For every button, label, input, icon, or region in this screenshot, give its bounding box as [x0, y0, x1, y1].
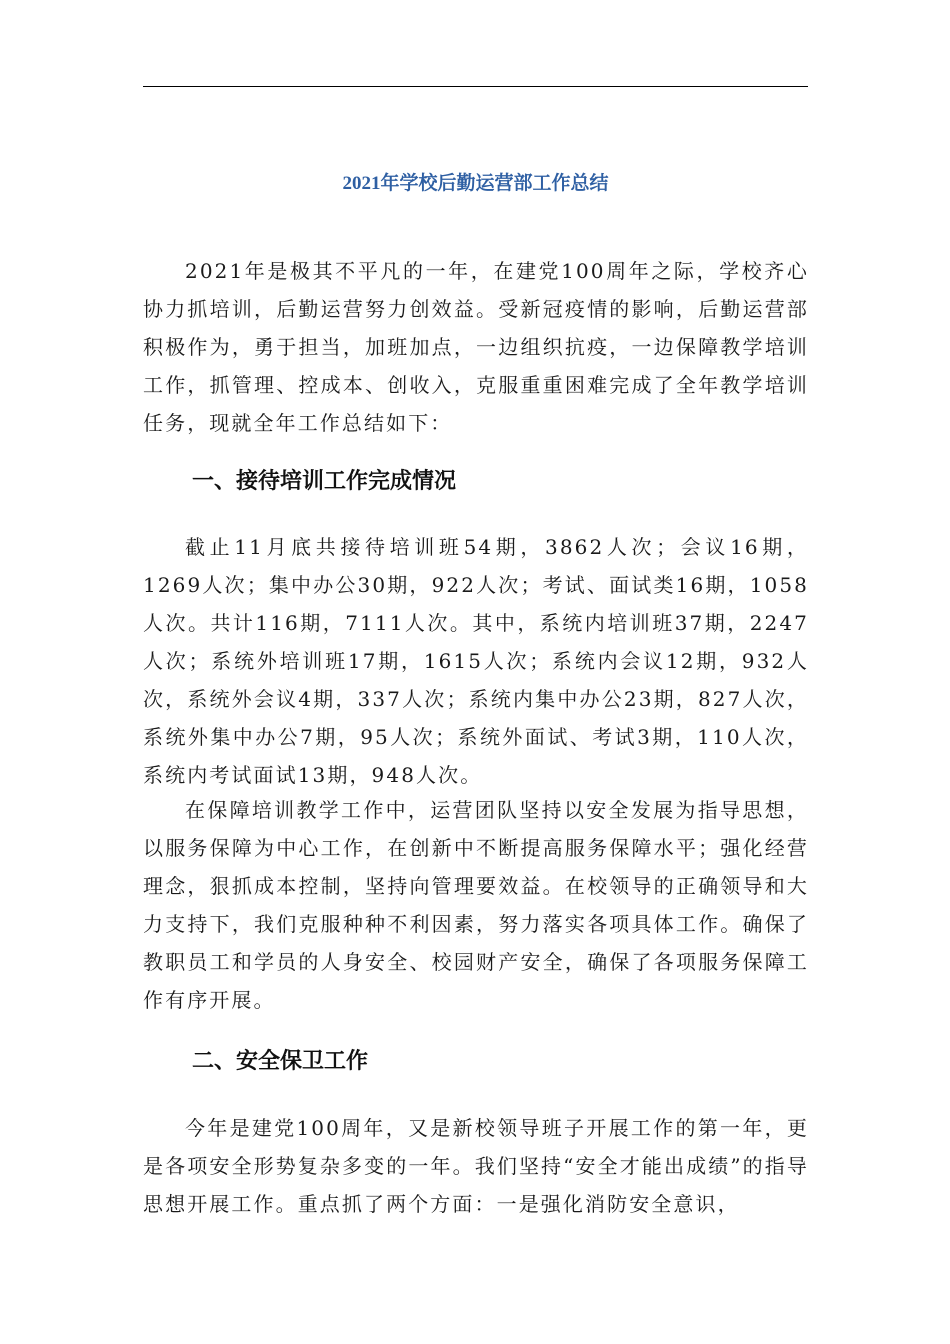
section2-paragraph-security: 今年是建党100周年，又是新校领导班子开展工作的第一年，更是各项安全形势复杂多变的一年。我们坚持“安全才能出成绩”的指导思想开展工作。重点抓了两个方面：一是强化消防安全意识， — [143, 1116, 809, 1216]
section-heading-reception-training: 一、接待培训工作完成情况 — [192, 469, 457, 494]
document-title: 2021年学校后勤运营部工作总结 — [342, 173, 609, 194]
section1-paragraph-service: 在保障培训教学工作中，运营团队坚持以安全发展为指导思想，以服务保障为中心工作，在创新中不断提高服务保障水平；强化经营理念，狠抓成本控制，坚持向管理要效益。在校领导的正确领导和大力支持下，我们克服种种不利因素，努力落实各项具体工作。确保了教职员工和学员的人身安全、校园财产安全，确保了各项服务保障工作有序开展。 — [143, 798, 809, 1012]
section1-paragraph-statistics: 截止11月底共接待培训班54期，3862人次；会议16期，1269人次；集中办公30期，922人次；考试、面试类16期，1058人次。共计116期，7111人次。其中，系统内培训班37期，2247人次；系统外培训班17期，1615人次；系统内会议12期，932人次，系统外会议4期，337人次；系统内集中办公23期，827人次，系统外集中办公7期，95人次；系统外面试、考试3期，110人次，系统内考试面试13期，948人次。 — [143, 535, 809, 787]
header-rule — [143, 86, 808, 87]
section-heading-security: 二、安全保卫工作 — [192, 1049, 369, 1074]
intro-paragraph: 2021年是极其不平凡的一年，在建党100周年之际，学校齐心协力抓培训，后勤运营努力创效益。受新冠疫情的影响，后勤运营部积极作为，勇于担当，加班加点，一边组织抗疫，一边保障教学培训工作，抓管理、控成本、创收入，克服重重困难完成了全年教学培训任务，现就全年工作总结如下： — [143, 259, 809, 435]
